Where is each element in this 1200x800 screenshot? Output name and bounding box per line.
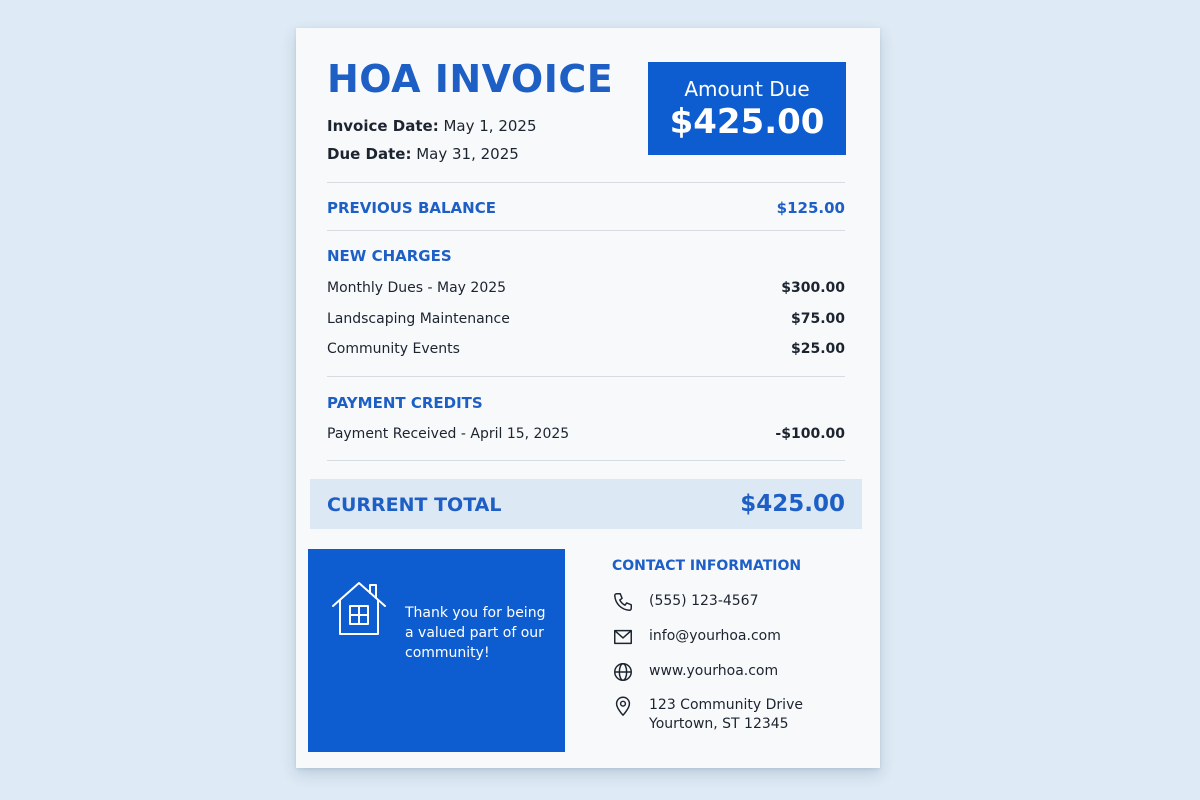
charge-amount: $300.00 [781,280,845,296]
contact-phone-text: (555) 123-4567 [649,593,759,609]
amount-due-box [648,62,846,155]
charge-description: Landscaping Maintenance [327,311,510,327]
divider [327,376,845,377]
invoice-title: HOA INVOICE [327,57,614,101]
charge-row [327,339,845,359]
invoice-date-label: Invoice Date: [327,117,439,135]
contact-address-line2: Yourtown, ST 12345 [649,716,789,732]
contact-email-text: info@yourhoa.com [649,628,781,644]
map-pin-icon [612,695,634,717]
thank-you-panel [308,549,565,752]
previous-balance-amount: $125.00 [776,199,845,217]
due-date-value: May 31, 2025 [416,145,519,163]
previous-balance-label: PREVIOUS BALANCE [327,199,496,217]
globe-icon [612,661,634,683]
current-total-label: CURRENT TOTAL [327,494,502,516]
phone-icon [612,591,634,613]
divider [327,230,845,231]
current-total-band [310,479,862,529]
charge-description: Monthly Dues - May 2025 [327,280,507,296]
charge-description: Community Events [327,341,460,357]
amount-due-label: Amount Due [684,77,810,101]
charge-row [327,278,845,298]
credit-row [327,424,845,444]
credit-description: Payment Received - April 15, 2025 [327,426,570,442]
current-total-amount: $425.00 [740,491,845,517]
new-charges-label: NEW CHARGES [327,247,452,265]
house-icon [330,578,388,638]
contact-title: CONTACT INFORMATION [612,558,802,574]
contact-address-line1: 123 Community Drive [649,697,803,713]
divider [327,182,845,183]
charge-amount: $75.00 [790,311,845,327]
invoice-document [296,28,880,768]
charge-amount: $25.00 [790,341,845,357]
envelope-icon [612,626,634,648]
due-date-label: Due Date: [327,145,412,163]
divider [327,460,845,461]
invoice-date-row [327,116,537,136]
payment-credits-label: PAYMENT CREDITS [327,394,483,412]
amount-due-value: $425.00 [669,102,825,142]
due-date-row [327,144,519,164]
charge-row [327,309,845,329]
credit-amount: -$100.00 [775,426,845,442]
thank-you-message: Thank you for being a valued part of our community! [405,605,546,661]
contact-website-text: www.yourhoa.com [649,663,779,679]
invoice-date-value: May 1, 2025 [443,117,537,135]
